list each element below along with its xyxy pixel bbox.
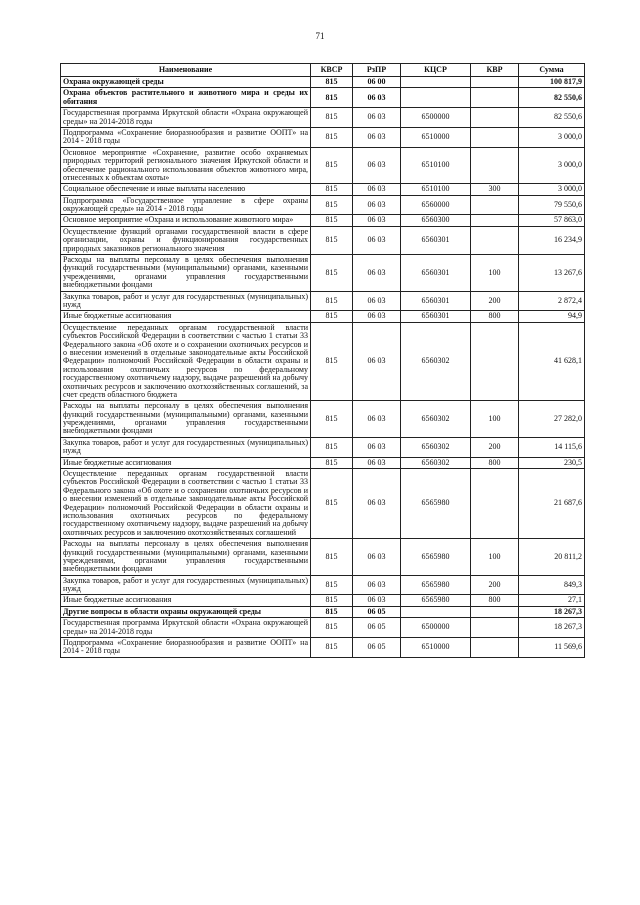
table-row (61, 215, 585, 226)
cell-name: Основное мероприятие «Сохранение, развитие особо охраняемых природных территорий регионального значения Иркутской области и обеспечение рационального использования объектов животного мира, отнесенных к объектам охоты» (61, 147, 311, 184)
cell-name: Подпрограмма «Сохранение биоразнообразия и развитие ООПТ» на 2014 - 2018 годы (61, 127, 311, 147)
cell-kvr (471, 618, 519, 638)
cell-name: Закупка товаров, работ и услуг для государственных (муниципальных) нужд (61, 291, 311, 311)
table-row (61, 255, 585, 292)
cell-rzpr: 06 03 (353, 322, 401, 401)
cell-kcsr: 6510000 (401, 127, 471, 147)
table-row (61, 618, 585, 638)
cell-sum: 41 628,1 (519, 322, 585, 401)
cell-name: Осуществление переданных органам государственной власти субъектов Российской Федерации в соответствии с частью 1 статьи 33 Федерального закона «Об охоте и о сохранении охотничьих ресурсов и о внесении изменений в отдельные законодательные акты Российской Федерации» полномочий Российской Федерации в области охраны и использования охотничьих ресурсов по федеральному государственному охотничьему надзору, выдаче разрешений на добычу охотничьих ресурсов и заключению охотхозяйственных соглашений (61, 469, 311, 539)
cell-kcsr: 6560301 (401, 226, 471, 254)
cell-name: Иные бюджетные ассигнования (61, 595, 311, 606)
cell-rzpr: 06 03 (353, 255, 401, 292)
cell-rzpr: 06 03 (353, 147, 401, 184)
cell-kcsr: 6565980 (401, 469, 471, 539)
cell-kvr: 800 (471, 457, 519, 468)
cell-kvsr: 815 (311, 437, 353, 457)
table-row (61, 638, 585, 658)
cell-kvsr: 815 (311, 618, 353, 638)
table-body (61, 77, 585, 658)
cell-name: Охрана объектов растительного и животного мира и среды их обитания (61, 88, 311, 108)
cell-sum: 18 267,3 (519, 606, 585, 617)
header-sum: Сумма (519, 64, 585, 77)
table-row (61, 457, 585, 468)
cell-kvsr: 815 (311, 575, 353, 595)
cell-kvsr: 815 (311, 457, 353, 468)
cell-kcsr (401, 606, 471, 617)
cell-sum: 849,3 (519, 575, 585, 595)
cell-kvr (471, 127, 519, 147)
cell-kcsr: 6510000 (401, 638, 471, 658)
cell-kvr: 100 (471, 539, 519, 576)
table-row (61, 77, 585, 88)
table-row (61, 291, 585, 311)
cell-kvr (471, 215, 519, 226)
cell-rzpr: 06 05 (353, 638, 401, 658)
cell-kvr (471, 108, 519, 128)
cell-kcsr: 6560000 (401, 195, 471, 215)
cell-kvr: 100 (471, 401, 519, 438)
table-row (61, 195, 585, 215)
cell-name: Социальное обеспечение и иные выплаты населению (61, 184, 311, 195)
table-row (61, 147, 585, 184)
header-row (61, 64, 585, 77)
cell-kvsr: 815 (311, 184, 353, 195)
cell-kcsr: 6510100 (401, 184, 471, 195)
cell-kvsr: 815 (311, 108, 353, 128)
cell-rzpr: 06 03 (353, 539, 401, 576)
cell-kvr (471, 147, 519, 184)
cell-kvsr: 815 (311, 638, 353, 658)
cell-name: Осуществление переданных органам государственной власти субъектов Российской Федерации в соответствии с частью 1 статьи 33 Федерального закона «Об охоте и о сохранении охотничьих ресурсов и о внесении изменений в отдельные законодательные акты Российской Федерации» полномочий Российской Федерации в области охраны и использования охотничьих ресурсов по федеральному государственному охотничьему надзору, выдаче разрешений на добычу охотничьих ресурсов и заключению охотхозяйственных соглашений, за счет средств областного бюджета (61, 322, 311, 401)
cell-kvsr: 815 (311, 147, 353, 184)
table-header (61, 64, 585, 77)
table-row (61, 184, 585, 195)
cell-name: Основное мероприятие «Охрана и использование животного мира» (61, 215, 311, 226)
cell-kcsr (401, 77, 471, 88)
cell-kvsr: 815 (311, 255, 353, 292)
cell-name: Охрана окружающей среды (61, 77, 311, 88)
cell-rzpr: 06 03 (353, 108, 401, 128)
cell-kvr: 800 (471, 595, 519, 606)
cell-rzpr: 06 03 (353, 215, 401, 226)
cell-kvsr: 815 (311, 215, 353, 226)
cell-kcsr: 6560301 (401, 291, 471, 311)
cell-kcsr: 6565980 (401, 539, 471, 576)
table-row (61, 401, 585, 438)
cell-kvsr: 815 (311, 127, 353, 147)
header-rzpr: РзПР (353, 64, 401, 77)
cell-kvr (471, 195, 519, 215)
cell-name: Расходы на выплаты персоналу в целях обеспечения выполнения функций государственными (муниципальными) органами, казенными учреждениями, органами управления государственными внебюджетными фондами (61, 539, 311, 576)
cell-rzpr: 06 03 (353, 457, 401, 468)
cell-rzpr: 06 03 (353, 291, 401, 311)
table-row (61, 606, 585, 617)
cell-rzpr: 06 03 (353, 469, 401, 539)
cell-kvr: 800 (471, 311, 519, 322)
cell-kvsr: 815 (311, 291, 353, 311)
cell-kvsr: 815 (311, 539, 353, 576)
cell-sum: 94,9 (519, 311, 585, 322)
cell-kcsr: 6560302 (401, 322, 471, 401)
table-row (61, 127, 585, 147)
budget-table (60, 63, 585, 658)
table-row (61, 108, 585, 128)
cell-sum: 3 000,0 (519, 184, 585, 195)
cell-rzpr: 06 03 (353, 311, 401, 322)
cell-rzpr: 06 03 (353, 401, 401, 438)
cell-rzpr: 06 03 (353, 595, 401, 606)
cell-kvr: 200 (471, 437, 519, 457)
cell-kvr (471, 606, 519, 617)
cell-sum: 3 000,0 (519, 147, 585, 184)
cell-kvr (471, 88, 519, 108)
cell-kvsr: 815 (311, 322, 353, 401)
cell-sum: 230,5 (519, 457, 585, 468)
cell-name: Подпрограмма «Государственное управление в сфере охраны окружающей среды» на 2014 - 2018 годы (61, 195, 311, 215)
cell-sum: 57 863,0 (519, 215, 585, 226)
cell-rzpr: 06 00 (353, 77, 401, 88)
header-kvr: КВР (471, 64, 519, 77)
cell-name: Иные бюджетные ассигнования (61, 457, 311, 468)
cell-sum: 79 550,6 (519, 195, 585, 215)
cell-kvr: 200 (471, 291, 519, 311)
cell-kvr (471, 638, 519, 658)
cell-name: Другие вопросы в области охраны окружающей среды (61, 606, 311, 617)
table-row (61, 437, 585, 457)
table-row (61, 595, 585, 606)
header-kvsr: КВСР (311, 64, 353, 77)
header-name: Наименование (61, 64, 311, 77)
cell-sum: 27 282,0 (519, 401, 585, 438)
cell-sum: 21 687,6 (519, 469, 585, 539)
cell-kvsr: 815 (311, 311, 353, 322)
table-row (61, 226, 585, 254)
cell-kvsr: 815 (311, 77, 353, 88)
cell-kvr: 200 (471, 575, 519, 595)
cell-name: Государственная программа Иркутской области «Охрана окружающей среды» на 2014-2018 годы (61, 618, 311, 638)
cell-name: Подпрограмма «Сохранение биоразнообразия и развитие ООПТ» на 2014 - 2018 годы (61, 638, 311, 658)
table-row (61, 88, 585, 108)
cell-sum: 27,1 (519, 595, 585, 606)
cell-kcsr: 6565980 (401, 575, 471, 595)
cell-sum: 20 811,2 (519, 539, 585, 576)
cell-rzpr: 06 03 (353, 127, 401, 147)
cell-kcsr: 6500000 (401, 108, 471, 128)
cell-kcsr: 6560302 (401, 437, 471, 457)
table-row (61, 539, 585, 576)
page-number: 71 (315, 31, 325, 41)
cell-rzpr: 06 03 (353, 195, 401, 215)
cell-rzpr: 06 03 (353, 88, 401, 108)
table-row (61, 322, 585, 401)
cell-rzpr: 06 05 (353, 618, 401, 638)
cell-name: Закупка товаров, работ и услуг для государственных (муниципальных) нужд (61, 437, 311, 457)
cell-kcsr: 6560301 (401, 255, 471, 292)
cell-name: Расходы на выплаты персоналу в целях обеспечения выполнения функций государственными (муниципальными) органами, казенными учреждениями, органами управления государственными внебюджетными фондами (61, 255, 311, 292)
cell-kvsr: 815 (311, 606, 353, 617)
cell-kcsr: 6560302 (401, 401, 471, 438)
cell-name: Закупка товаров, работ и услуг для государственных (муниципальных) нужд (61, 575, 311, 595)
header-kcsr: КЦСР (401, 64, 471, 77)
cell-kvr (471, 322, 519, 401)
cell-sum: 14 115,6 (519, 437, 585, 457)
cell-kvsr: 815 (311, 195, 353, 215)
cell-sum: 16 234,9 (519, 226, 585, 254)
cell-kvsr: 815 (311, 469, 353, 539)
cell-rzpr: 06 03 (353, 575, 401, 595)
cell-kvr: 100 (471, 255, 519, 292)
cell-kcsr: 6560301 (401, 311, 471, 322)
cell-kcsr: 6560302 (401, 457, 471, 468)
cell-rzpr: 06 03 (353, 226, 401, 254)
cell-sum: 11 569,6 (519, 638, 585, 658)
cell-name: Государственная программа Иркутской области «Охрана окружающей среды» на 2014-2018 годы (61, 108, 311, 128)
cell-kcsr: 6500000 (401, 618, 471, 638)
cell-kvr (471, 77, 519, 88)
cell-kvr (471, 226, 519, 254)
cell-kvsr: 815 (311, 88, 353, 108)
cell-sum: 18 267,3 (519, 618, 585, 638)
cell-kcsr: 6565980 (401, 595, 471, 606)
cell-sum: 82 550,6 (519, 108, 585, 128)
cell-sum: 13 267,6 (519, 255, 585, 292)
cell-sum: 82 550,6 (519, 88, 585, 108)
table-row (61, 575, 585, 595)
cell-kvr: 300 (471, 184, 519, 195)
cell-kvsr: 815 (311, 401, 353, 438)
table-row (61, 311, 585, 322)
cell-kvsr: 815 (311, 595, 353, 606)
cell-kcsr: 6560300 (401, 215, 471, 226)
cell-kcsr (401, 88, 471, 108)
table-row (61, 469, 585, 539)
cell-kvsr: 815 (311, 226, 353, 254)
cell-name: Осуществление функций органами государственной власти в сфере организации, охраны и функционирования государственных природных заказников регионального значения (61, 226, 311, 254)
cell-name: Расходы на выплаты персоналу в целях обеспечения выполнения функций государственными (муниципальными) органами, казенными учреждениями, органами управления государственными внебюджетными фондами (61, 401, 311, 438)
cell-sum: 3 000,0 (519, 127, 585, 147)
cell-kcsr: 6510100 (401, 147, 471, 184)
cell-rzpr: 06 03 (353, 184, 401, 195)
cell-sum: 100 817,9 (519, 77, 585, 88)
cell-rzpr: 06 03 (353, 437, 401, 457)
cell-kvr (471, 469, 519, 539)
cell-name: Иные бюджетные ассигнования (61, 311, 311, 322)
cell-sum: 2 872,4 (519, 291, 585, 311)
cell-rzpr: 06 05 (353, 606, 401, 617)
